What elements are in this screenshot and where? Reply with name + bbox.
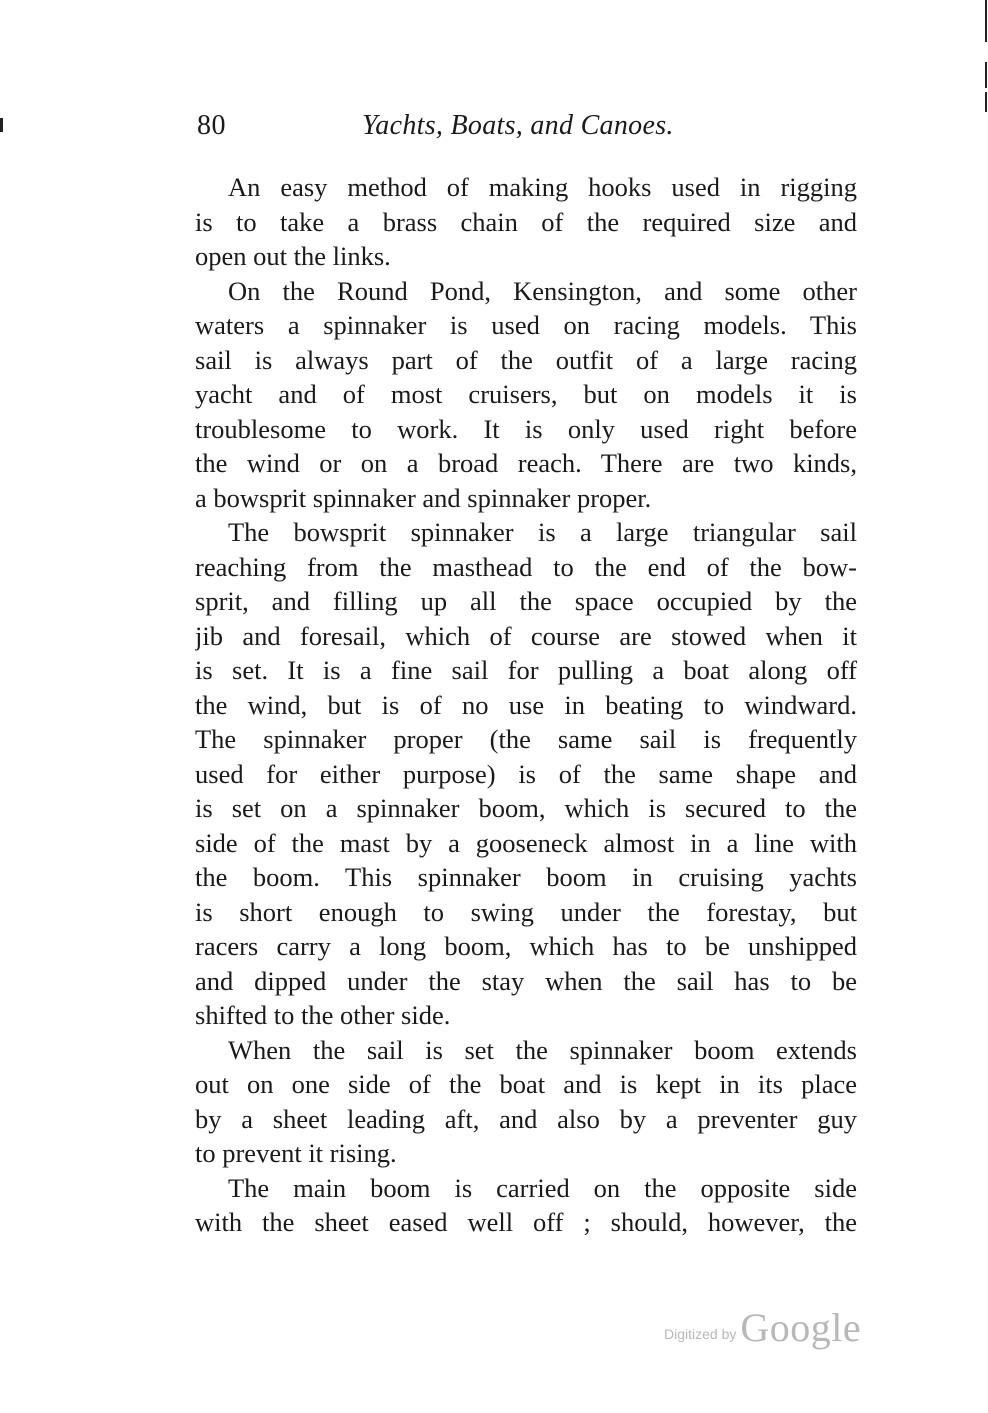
- text-line: sail is always part of the outfit of a large racing: [195, 344, 857, 375]
- scan-edge-mark: [0, 118, 3, 132]
- paragraph: [195, 170, 857, 274]
- text-line: shifted to the other side.: [195, 1000, 451, 1030]
- text-line: the wind or on a broad reach. There are two kinds,: [195, 448, 857, 478]
- text-line: out on one side of the boat and is kept in its place: [195, 1069, 857, 1099]
- text-line: The spinnaker proper (the same sail is frequently: [195, 724, 857, 754]
- text-line: sprit, and filling up all the space occupied by the: [195, 586, 857, 616]
- scan-edge-mark: [985, 62, 987, 88]
- text-line: and dipped under the stay when the sail has to be: [195, 965, 857, 996]
- paragraph: [195, 515, 857, 1033]
- text-line: reaching from the masthead to the end of the bow-: [195, 551, 857, 582]
- text-line: to prevent it rising.: [195, 1138, 397, 1168]
- text-line: racers carry a long boom, which has to be unshipped: [195, 931, 857, 961]
- running-title: Yachts, Boats, and Canoes.: [362, 110, 674, 141]
- text-line: is set on a spinnaker boom, which is secured to the: [195, 793, 857, 823]
- text-line: by a sheet leading aft, and also by a preventer guy: [195, 1103, 857, 1134]
- paragraph: [195, 274, 857, 516]
- digitized-by-google-watermark: [664, 1302, 861, 1350]
- watermark-prefix: Digitized by: [664, 1326, 737, 1342]
- text-line: waters a spinnaker is used on racing models. This: [195, 310, 857, 340]
- text-line: a bowsprit spinnaker and spinnaker proper.: [195, 482, 652, 513]
- scan-edge-mark: [985, 92, 987, 112]
- text-line: with the sheet eased well off ; should, however, the: [195, 1207, 857, 1237]
- text-line: troublesome to work. It is only used right before: [195, 413, 857, 444]
- text-line: The main boom is carried on the opposite side: [228, 1172, 857, 1203]
- text-line: When the sail is set the spinnaker boom extends: [228, 1034, 857, 1065]
- text-line: the boom. This spinnaker boom in cruising yachts: [195, 862, 857, 892]
- text-line: is to take a brass chain of the required size and: [195, 206, 857, 237]
- body-text: [195, 170, 857, 1240]
- scan-edge-mark: [985, 0, 987, 42]
- paragraph: [195, 1033, 857, 1171]
- text-line: open out the links.: [195, 241, 391, 271]
- text-line: used for either purpose) is of the same shape and: [195, 758, 857, 789]
- text-line: side of the mast by a gooseneck almost in a line with: [195, 827, 857, 858]
- paragraph: [195, 1171, 857, 1240]
- text-line: yacht and of most cruisers, but on models it is: [195, 379, 857, 409]
- text-line: On the Round Pond, Kensington, and some other: [228, 275, 857, 306]
- page-number: 80: [197, 110, 226, 141]
- text-line: is set. It is a fine sail for pulling a boat along off: [195, 655, 857, 685]
- text-line: An easy method of making hooks used in rigging: [228, 172, 857, 202]
- text-line: The bowsprit spinnaker is a large triangular sail: [228, 517, 857, 547]
- text-line: is short enough to swing under the forestay, but: [195, 896, 857, 927]
- text-line: jib and foresail, which of course are stowed when it: [195, 620, 857, 651]
- page-header: [197, 110, 857, 150]
- text-line: the wind, but is of no use in beating to windward.: [195, 689, 857, 720]
- google-logo: Google: [740, 1305, 862, 1350]
